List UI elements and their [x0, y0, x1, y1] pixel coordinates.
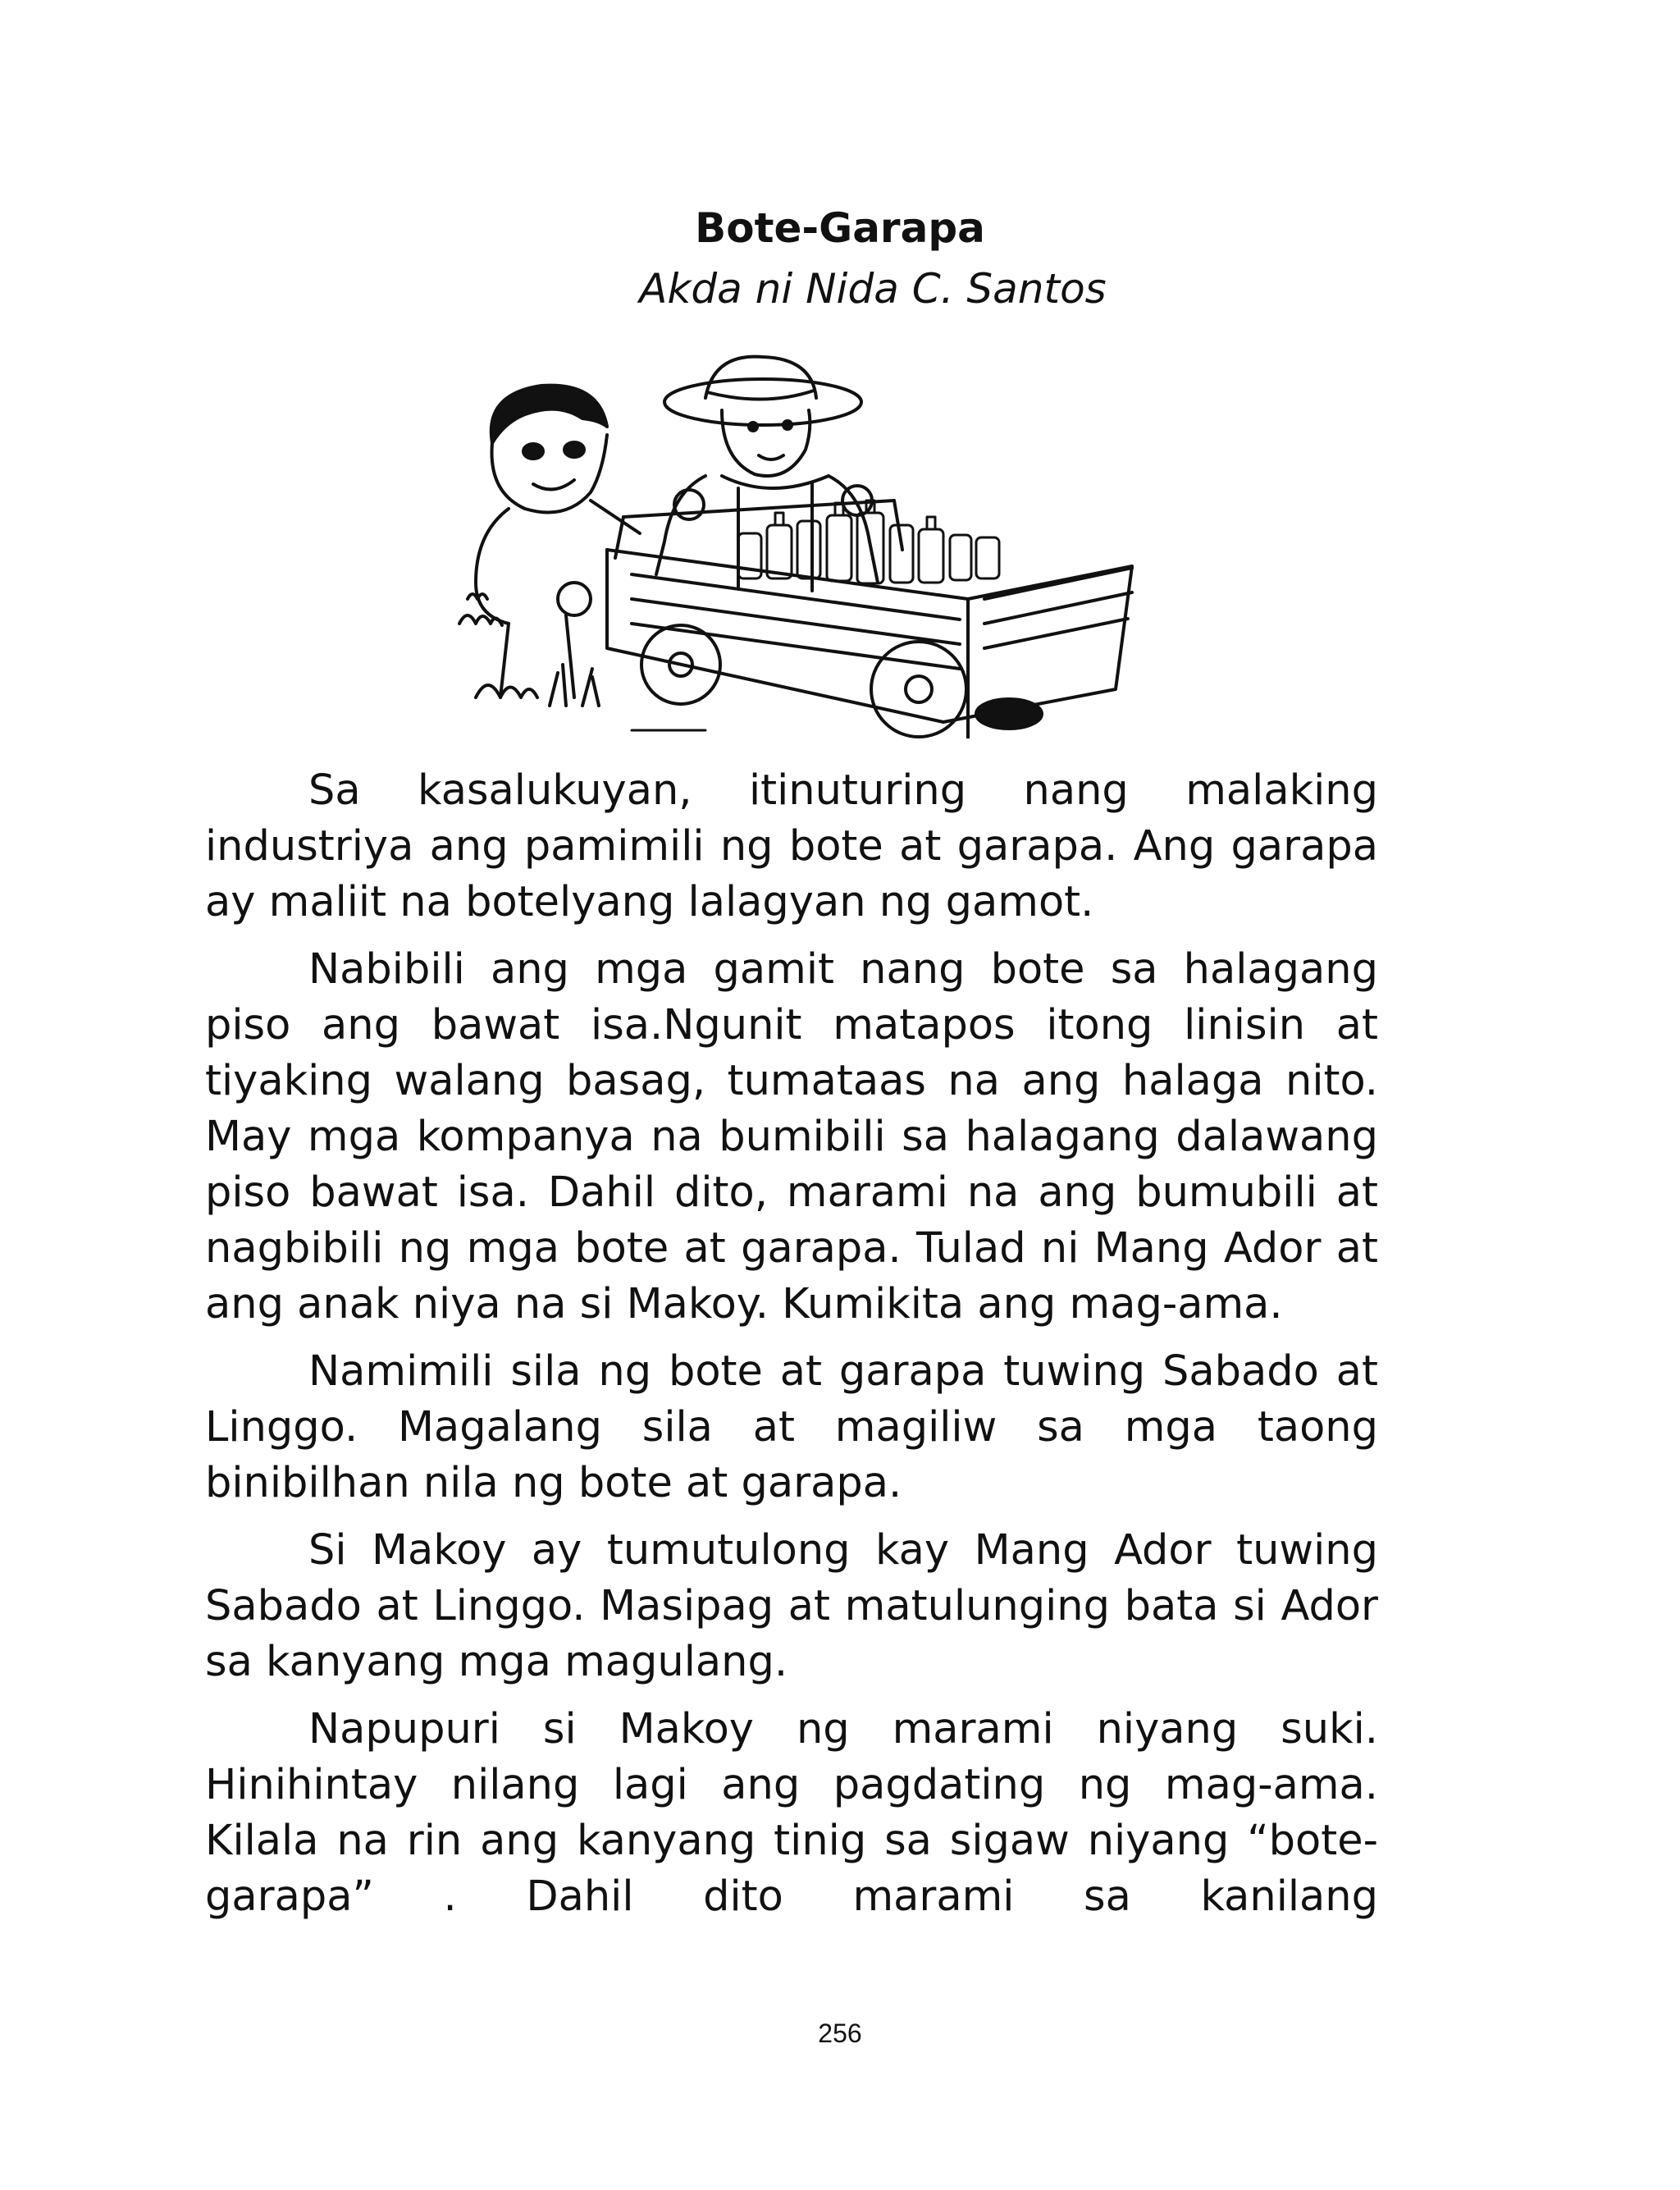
story-title: Bote-Garapa [695, 204, 985, 252]
bottle-cart-illustration [443, 353, 1140, 738]
story-paragraph-3: Namimili sila ng bote at garapa tuwing Sabado at Linggo. Magalang sila at magiliw sa mga taong binibilhan nila ng bote at garapa. [205, 1347, 1378, 1507]
story-paragraph-5: Napupuri si Makoy ng marami niyang suki. Hinihintay nilang lagi ang pagdating ng mag-ama. Kilala na rin ang kanyang tinig sa sigaw niyang “bote- garapa” . Dahil dito marami sa kanilang [205, 1705, 1378, 1921]
story-body [205, 763, 1378, 1936]
story-paragraph-4: Si Makoy ay tumutulong kay Mang Ador tuwing Sabado at Linggo. Masipag at matulunging bata si Ador sa kanyang mga magulang. [205, 1526, 1378, 1686]
story-author: Akda ni Nida C. Santos [639, 265, 1107, 313]
story-paragraph-2: Nabibili ang mga gamit nang bote sa halagang piso ang bawat isa.Ngunit matapos itong linisin at tiyaking walang basag, tumataas na ang halaga nito. May mga kompanya na bumibili sa halagang dalawang piso bawat isa. Dahil dito, marami na ang bumubili at nagbibili ng mga bote at garapa. Tulad ni Mang Ador at ang anak niya na si Makoy. Kumikita ang mag-ama. [205, 945, 1378, 1328]
page-number: 256 [818, 2019, 862, 2048]
story-paragraph-1: Sa kasalukuyan, itinuturing nang malaking industriya ang pamimili ng bote at garapa. Ang garapa ay maliit na botelyang lalagyan ng gamot. [205, 766, 1378, 926]
